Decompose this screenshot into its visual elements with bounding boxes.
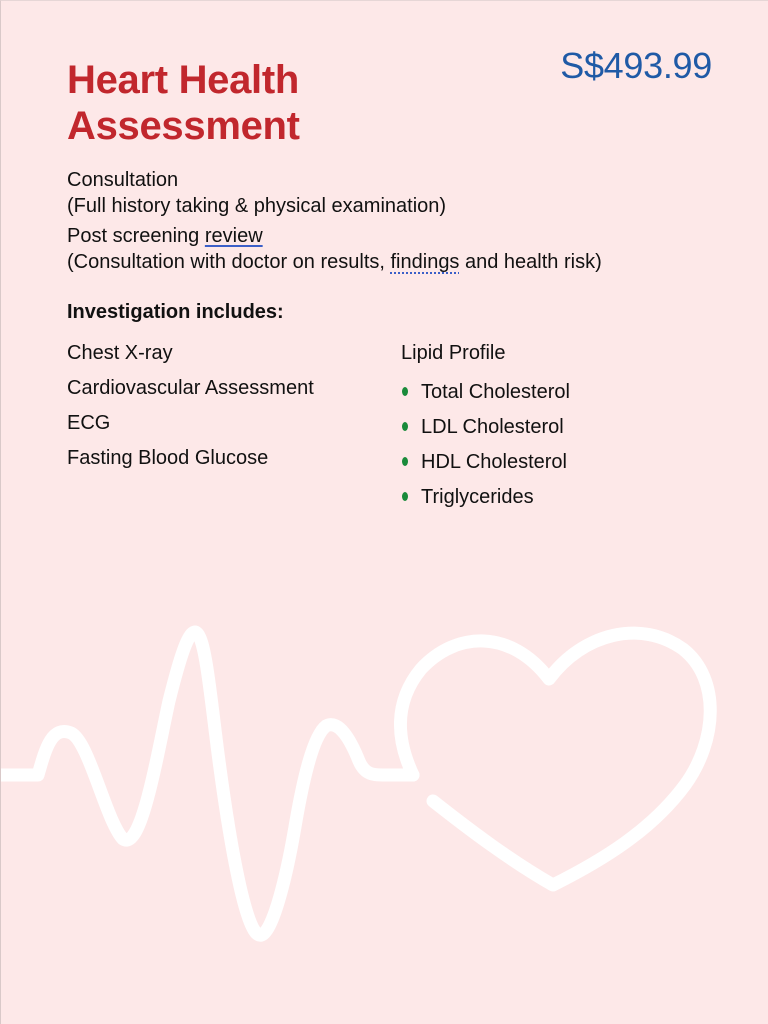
post-screening-desc-prefix: (Consultation with doctor on results, [67, 251, 391, 273]
price-label: S$493.99 [560, 45, 712, 86]
bullet-icon [402, 457, 408, 466]
post-screening-title [67, 223, 602, 249]
post-screening-prefix: Post screening [67, 225, 205, 247]
lipid-item [401, 374, 570, 409]
lipid-profile-list [401, 374, 570, 514]
lipid-item-label: Total Cholesterol [421, 380, 570, 403]
review-link[interactable]: review [204, 225, 263, 247]
post-screening-block [67, 223, 602, 275]
flagged-word-findings[interactable]: findings [390, 251, 460, 273]
lipid-profile-title: Lipid Profile [401, 342, 506, 364]
lipid-item-label: HDL Cholesterol [421, 450, 567, 473]
consultation-description: (Full history taking & physical examination) [67, 195, 447, 217]
investigation-item: Chest X-ray [67, 342, 173, 364]
bullet-icon [402, 422, 408, 431]
post-screening-desc-suffix: and health risk) [459, 251, 602, 273]
consultation-title: Consultation [67, 169, 179, 191]
page-title [67, 57, 300, 149]
investigation-heading: Investigation includes: [67, 301, 284, 323]
lipid-item [401, 479, 570, 514]
investigation-item: Cardiovascular Assessment [67, 377, 314, 399]
consultation-block [67, 167, 446, 219]
heartbeat-heart-icon [1, 601, 768, 981]
title-line-1: Heart Health [67, 58, 300, 102]
lipid-item [401, 444, 570, 479]
bullet-icon [402, 387, 408, 396]
investigation-item: ECG [67, 412, 111, 434]
lipid-item [401, 409, 570, 444]
lipid-item-label: Triglycerides [421, 485, 534, 508]
title-line-2: Assessment [67, 104, 300, 148]
post-screening-description [67, 249, 602, 275]
investigation-list [67, 340, 314, 480]
bullet-icon [402, 492, 408, 501]
lipid-item-label: LDL Cholesterol [421, 415, 564, 438]
investigation-item: Fasting Blood Glucose [67, 447, 269, 469]
